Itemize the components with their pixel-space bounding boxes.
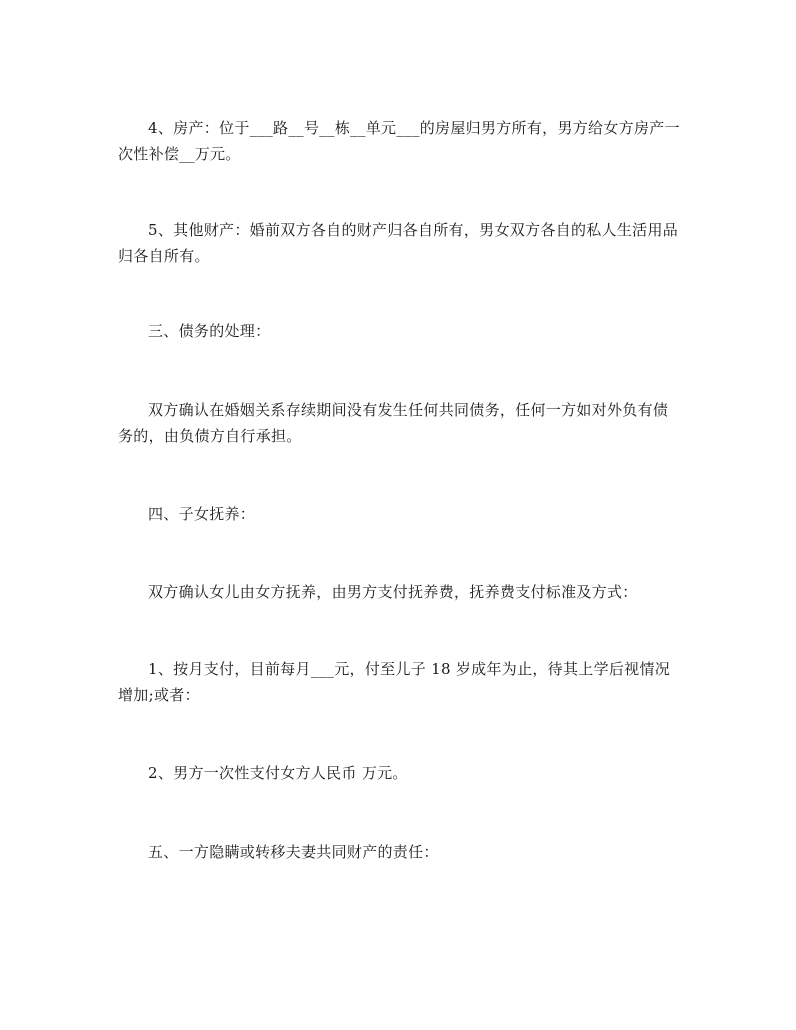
paragraph-lump-sum-payment: 2、男方一次性支付女方人民币 万元。	[148, 764, 408, 782]
paragraph-custody-confirmation: 双方确认女儿由女方抚养，由男方支付抚养费，抚养费支付标准及方式：	[148, 583, 638, 601]
heading-concealed-property: 五、一方隐瞒或转移夫妻共同财产的责任：	[148, 843, 439, 861]
paragraph-debt-confirmation: 双方确认在婚姻关系存续期间没有发生任何共同债务，任何一方如对外负有债务的，由负债方自行承担。	[118, 401, 669, 445]
heading-child-support: 四、子女抚养：	[148, 505, 256, 523]
paragraph-other-property: 5、其他财产：婚前双方各自的财产归各自所有，男女双方各自的私人生活用品归各自所有。	[118, 221, 679, 265]
heading-debt-handling: 三、债务的处理：	[148, 322, 271, 340]
paragraph-monthly-payment: 1、按月支付，目前每月___元，付至儿子 18 岁成年为止，待其上学后视情况增加;或者：	[118, 660, 671, 704]
paragraph-property-house: 4、房产：位于___路__号__栋__单元___的房屋归男方所有，男方给女方房产一次性补偿__万元。	[118, 119, 680, 163]
